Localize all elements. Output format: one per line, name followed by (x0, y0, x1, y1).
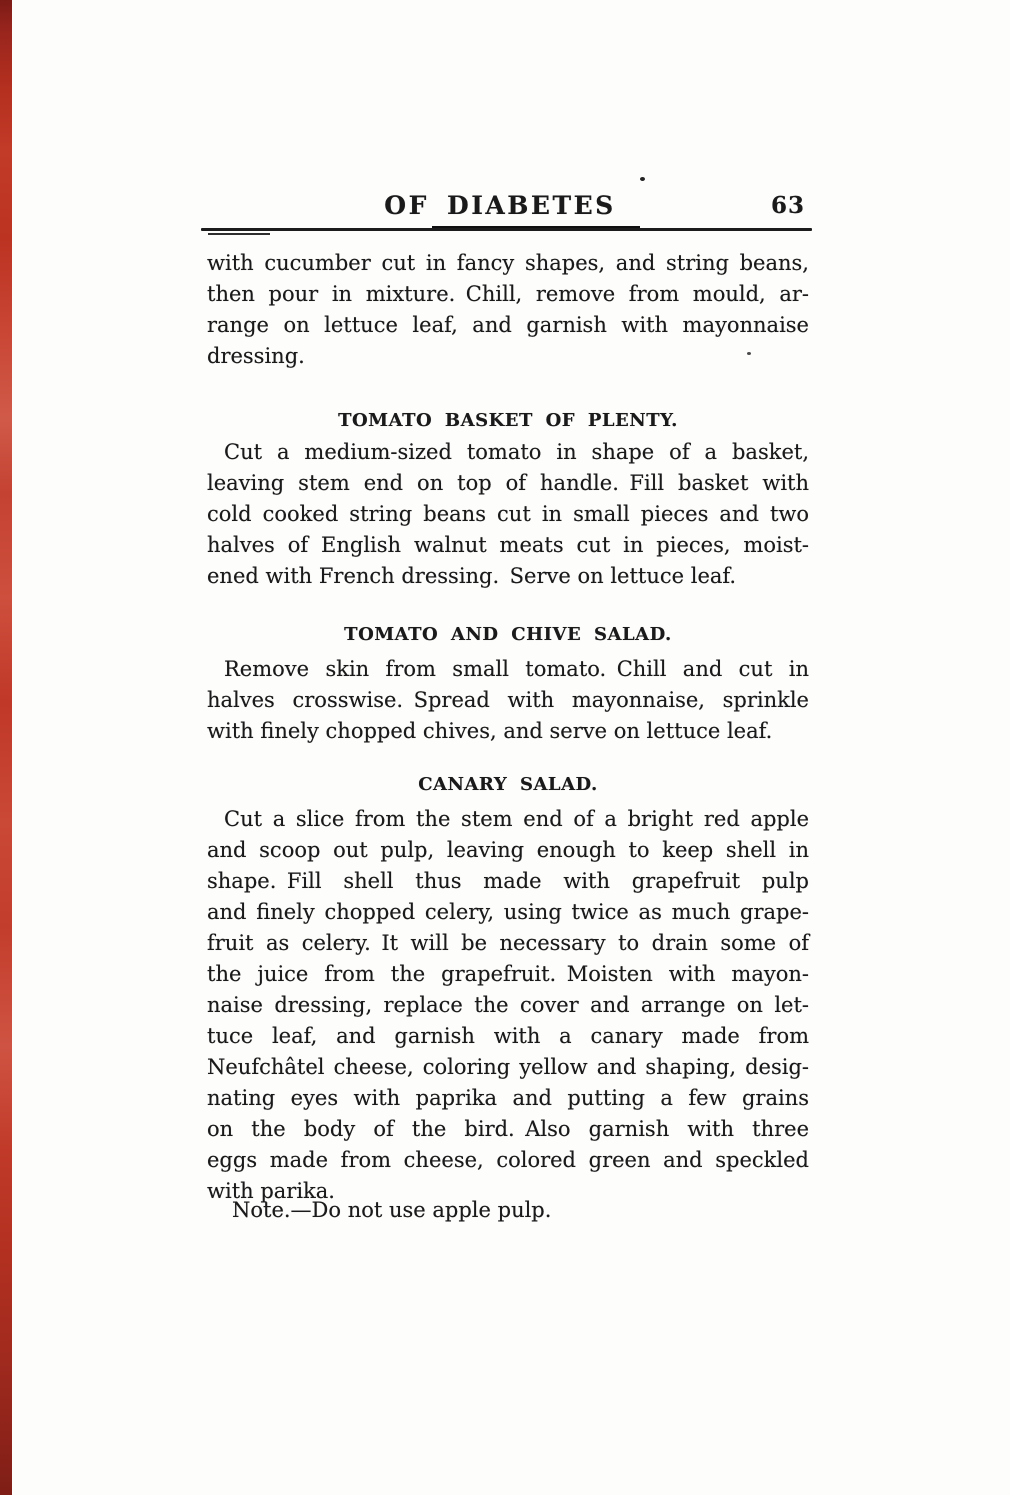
section-heading: CANARY SALAD. (418, 774, 598, 795)
paragraph (207, 248, 809, 372)
text-line: with parika. (207, 1179, 335, 1203)
text-line: shape. Fill shell thus made with grapefruit pulp (207, 869, 809, 893)
text-line: range on lettuce leaf, and garnish with mayonnaise (207, 313, 809, 337)
text-line: with finely chopped chives, and serve on lettuce leaf. (207, 719, 773, 743)
paragraph (207, 437, 809, 592)
text-line: leaving stem end on top of handle. Fill basket with (207, 471, 809, 495)
text-line: Note.—Do not use apple pulp. (232, 1198, 552, 1222)
text-line: and finely chopped celery, using twice as much grape- (207, 900, 809, 924)
text-line: Remove skin from small tomato. Chill and cut in (224, 657, 809, 681)
book-edge-strip (0, 0, 12, 1495)
text-line: the juice from the grapefruit. Moisten with mayon- (207, 962, 809, 986)
text-line: Neufchâtel cheese, coloring yellow and shaping, desig- (207, 1055, 809, 1079)
running-title: OF DIABETES (384, 191, 616, 220)
text-line: tuce leaf, and garnish with a canary made from (207, 1024, 809, 1048)
text-line: naise dressing, replace the cover and arrange on let- (207, 993, 809, 1017)
text-line: ened with French dressing. Serve on lettuce leaf. (207, 564, 737, 588)
text-line: halves crosswise. Spread with mayonnaise, sprinkle (207, 688, 809, 712)
text-line: dressing. (207, 344, 305, 368)
text-line: Cut a slice from the stem end of a bright red apple (224, 807, 809, 831)
text-line: halves of English walnut meats cut in pieces, moist- (207, 533, 809, 557)
text-line: and scoop out pulp, leaving enough to keep shell in (207, 838, 809, 862)
text-line: on the body of the bird. Also garnish with three (207, 1117, 809, 1141)
text-line: cold cooked string beans cut in small pieces and two (207, 502, 809, 526)
page-number: 63 (770, 192, 805, 219)
text-line: Cut a medium-sized tomato in shape of a basket, (224, 440, 809, 464)
text-column (207, 0, 809, 1495)
note-paragraph (207, 1195, 809, 1226)
text-line: then pour in mixture. Chill, remove from mould, ar- (207, 282, 809, 306)
text-line: eggs made from cheese, colored green and speckled (207, 1148, 809, 1172)
text-line: fruit as celery. It will be necessary to drain some of (207, 931, 809, 955)
section-heading: TOMATO BASKET OF PLENTY. (338, 410, 678, 431)
text-line: with cucumber cut in fancy shapes, and string beans, (207, 251, 809, 275)
text-line: nating eyes with paprika and putting a few grains (207, 1086, 809, 1110)
section-heading: TOMATO AND CHIVE SALAD. (344, 624, 672, 645)
paragraph (207, 804, 809, 1207)
paragraph (207, 654, 809, 747)
